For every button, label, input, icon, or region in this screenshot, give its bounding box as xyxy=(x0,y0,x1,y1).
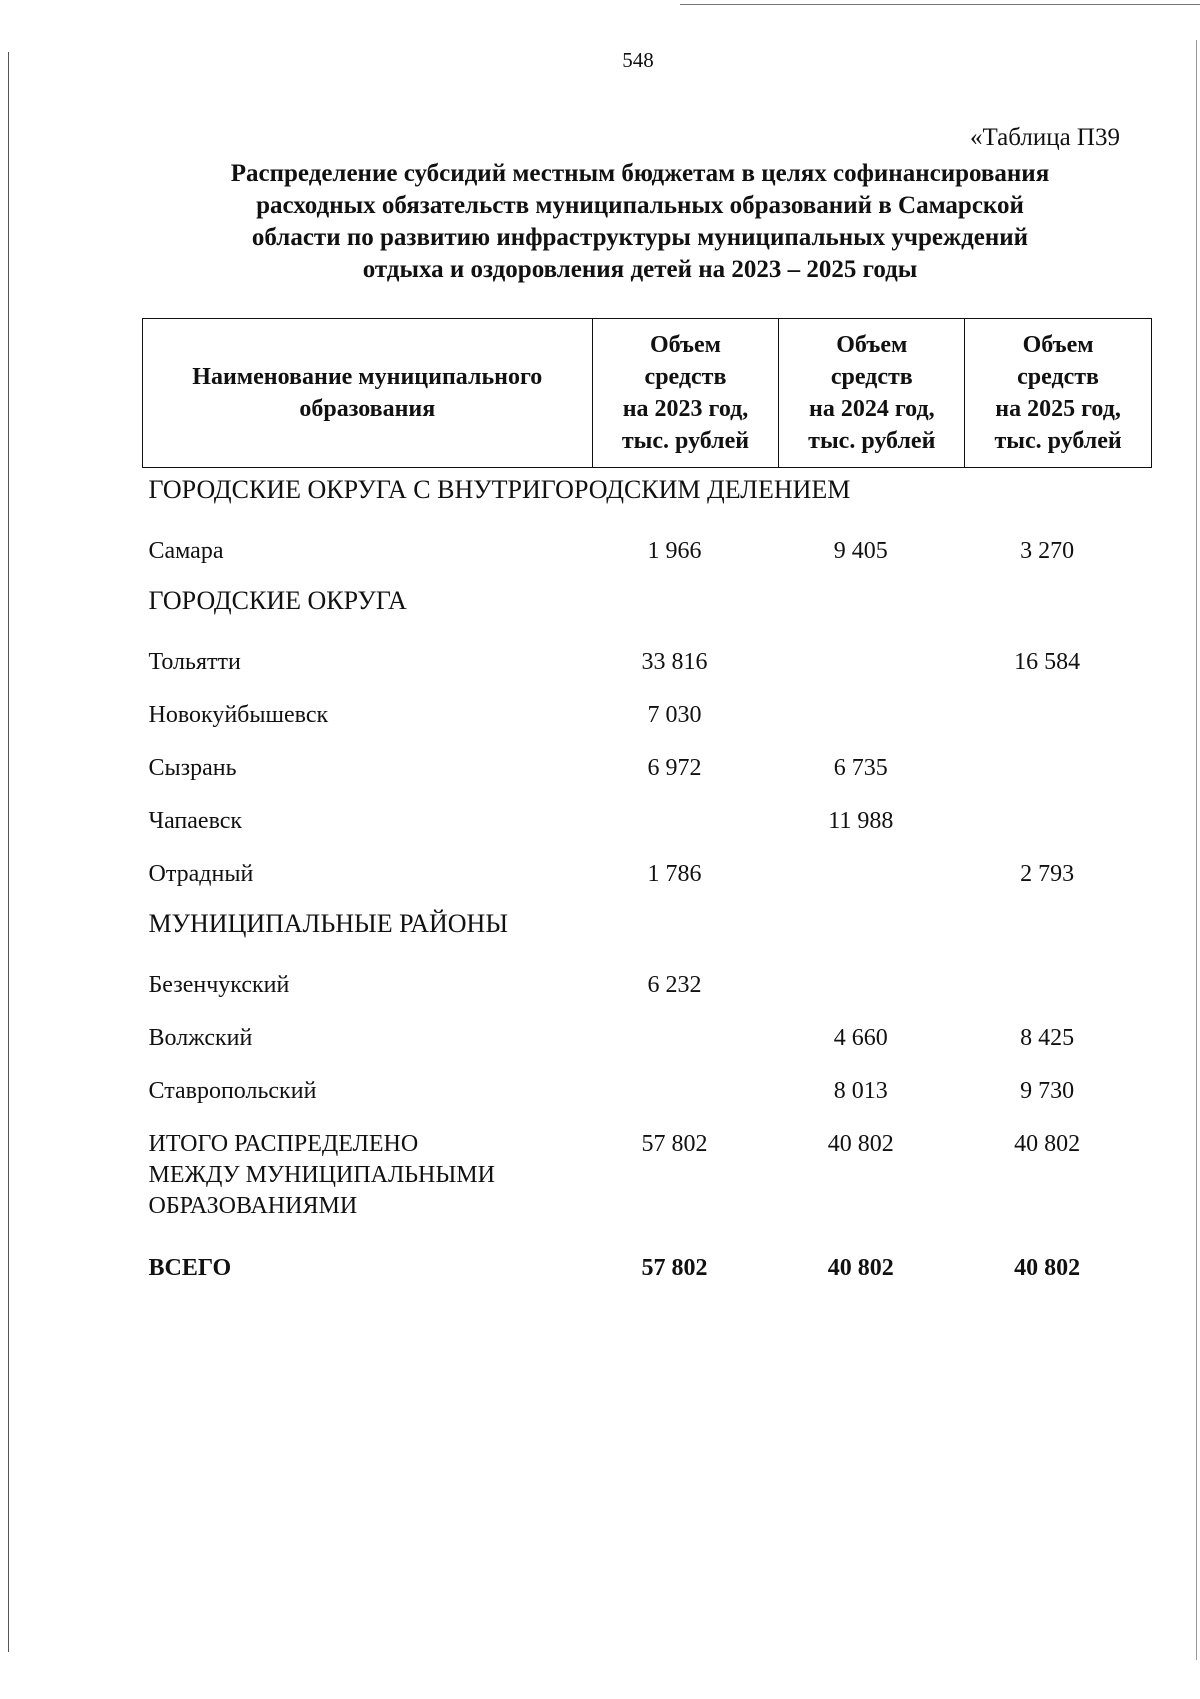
scan-edge-top xyxy=(680,4,1200,5)
municipality-name: Сызрань xyxy=(148,755,237,781)
grand-total-label: ВСЕГО xyxy=(148,1255,232,1281)
table-body xyxy=(143,468,1152,1306)
municipality-name: Тольятти xyxy=(148,649,241,675)
value-2025 xyxy=(965,743,1152,796)
value-2024 xyxy=(779,637,965,690)
value-2024 xyxy=(779,849,965,902)
value-2025 xyxy=(965,796,1152,849)
value-2025 xyxy=(965,960,1152,1013)
value-2023: 7 030 xyxy=(647,702,702,728)
header-line: Объем xyxy=(1022,332,1094,358)
header-line: Наименование муниципального xyxy=(192,364,543,390)
total-2024: 40 802 xyxy=(827,1131,894,1157)
value-2024: 11 988 xyxy=(828,808,894,834)
total-label-line: ИТОГО РАСПРЕДЕЛЕНО xyxy=(148,1131,419,1157)
total-row xyxy=(143,1119,1152,1249)
section-row xyxy=(143,902,1152,960)
value-2025: 3 270 xyxy=(1020,538,1075,564)
table-row xyxy=(143,796,1152,849)
value-2025 xyxy=(965,690,1152,743)
header-2025 xyxy=(965,319,1152,468)
header-municipality xyxy=(143,319,593,468)
value-2024: 6 735 xyxy=(833,755,888,781)
document-title xyxy=(160,158,1120,286)
grand-total-2023: 57 802 xyxy=(641,1255,708,1281)
value-2023: 1 786 xyxy=(647,861,702,887)
table-row xyxy=(143,1066,1152,1119)
value-2023 xyxy=(592,1066,779,1119)
municipality-name: Самара xyxy=(148,538,224,564)
header-line: Объем xyxy=(649,332,722,358)
header-2023 xyxy=(592,319,779,468)
header-line: на 2024 год, xyxy=(809,396,935,422)
title-line: области по развитию инфраструктуры муниципальных учреждений xyxy=(251,224,1029,251)
section-row xyxy=(143,579,1152,637)
title-line: отдыха и оздоровления детей на 2023 – 2025 годы xyxy=(362,256,918,283)
subsidy-table xyxy=(142,318,1152,1305)
municipality-name: Отрадный xyxy=(148,861,254,887)
section-row xyxy=(143,468,1152,527)
header-line: средств xyxy=(830,364,913,390)
value-2024 xyxy=(779,690,965,743)
total-label-line: ОБРАЗОВАНИЯМИ xyxy=(148,1193,358,1219)
page-number: 548 xyxy=(622,48,654,72)
scan-edge-left xyxy=(8,52,9,1652)
total-2023: 57 802 xyxy=(641,1131,708,1157)
table-row xyxy=(143,849,1152,902)
table-row xyxy=(143,743,1152,796)
value-2023 xyxy=(592,796,779,849)
header-row xyxy=(143,319,1152,468)
total-label-line: МЕЖДУ МУНИЦИПАЛЬНЫМИ xyxy=(148,1162,495,1188)
value-2024: 4 660 xyxy=(833,1025,888,1051)
value-2023: 1 966 xyxy=(647,538,702,564)
municipality-name: Волжский xyxy=(148,1025,253,1051)
grand-total-2025: 40 802 xyxy=(1014,1255,1081,1281)
value-2024: 8 013 xyxy=(833,1078,888,1104)
header-line: образования xyxy=(299,396,436,422)
header-line: Объем xyxy=(836,332,908,358)
value-2023: 6 232 xyxy=(647,972,702,998)
table-row xyxy=(143,637,1152,690)
value-2025: 2 793 xyxy=(1020,861,1075,887)
municipality-name: Ставропольский xyxy=(148,1078,317,1104)
table-row xyxy=(143,960,1152,1013)
value-2025: 8 425 xyxy=(1020,1025,1075,1051)
grand-total-2024: 40 802 xyxy=(827,1255,894,1281)
header-line: на 2023 год, xyxy=(622,396,749,422)
value-2024 xyxy=(779,960,965,1013)
section-title: ГОРОДСКИЕ ОКРУГА xyxy=(148,586,407,615)
title-line: расходных обязательств муниципальных образований в Самарской xyxy=(256,192,1024,219)
value-2023: 33 816 xyxy=(641,649,708,675)
municipality-name: Чапаевск xyxy=(148,808,243,834)
table-row xyxy=(143,526,1152,579)
header-line: средств xyxy=(644,364,727,390)
value-2025: 9 730 xyxy=(1020,1078,1075,1104)
grand-total-row xyxy=(143,1249,1152,1305)
value-2024: 9 405 xyxy=(833,538,888,564)
table-row xyxy=(143,1013,1152,1066)
municipality-name: Безенчукский xyxy=(148,972,290,998)
header-line: тыс. рублей xyxy=(994,428,1122,454)
total-2025: 40 802 xyxy=(1014,1131,1081,1157)
section-title: МУНИЦИПАЛЬНЫЕ РАЙОНЫ xyxy=(148,909,508,938)
table-header xyxy=(143,319,1152,468)
header-line: тыс. рублей xyxy=(621,428,750,454)
table-row xyxy=(143,690,1152,743)
title-line: Распределение субсидий местным бюджетам в целях софинансирования xyxy=(230,160,1050,187)
table-reference: «Таблица П39 xyxy=(970,124,1120,151)
header-line: тыс. рублей xyxy=(808,428,936,454)
value-2023: 6 972 xyxy=(647,755,702,781)
value-2025: 16 584 xyxy=(1014,649,1081,675)
total-label xyxy=(143,1119,593,1249)
section-title: ГОРОДСКИЕ ОКРУГА С ВНУТРИГОРОДСКИМ ДЕЛЕНИЕМ xyxy=(148,475,851,504)
header-line: на 2025 год, xyxy=(995,396,1121,422)
header-2024 xyxy=(779,319,965,468)
municipality-name: Новокуйбышевск xyxy=(148,702,329,728)
header-line: средств xyxy=(1017,364,1100,390)
value-2023 xyxy=(592,1013,779,1066)
scan-edge-right xyxy=(1196,40,1197,1660)
